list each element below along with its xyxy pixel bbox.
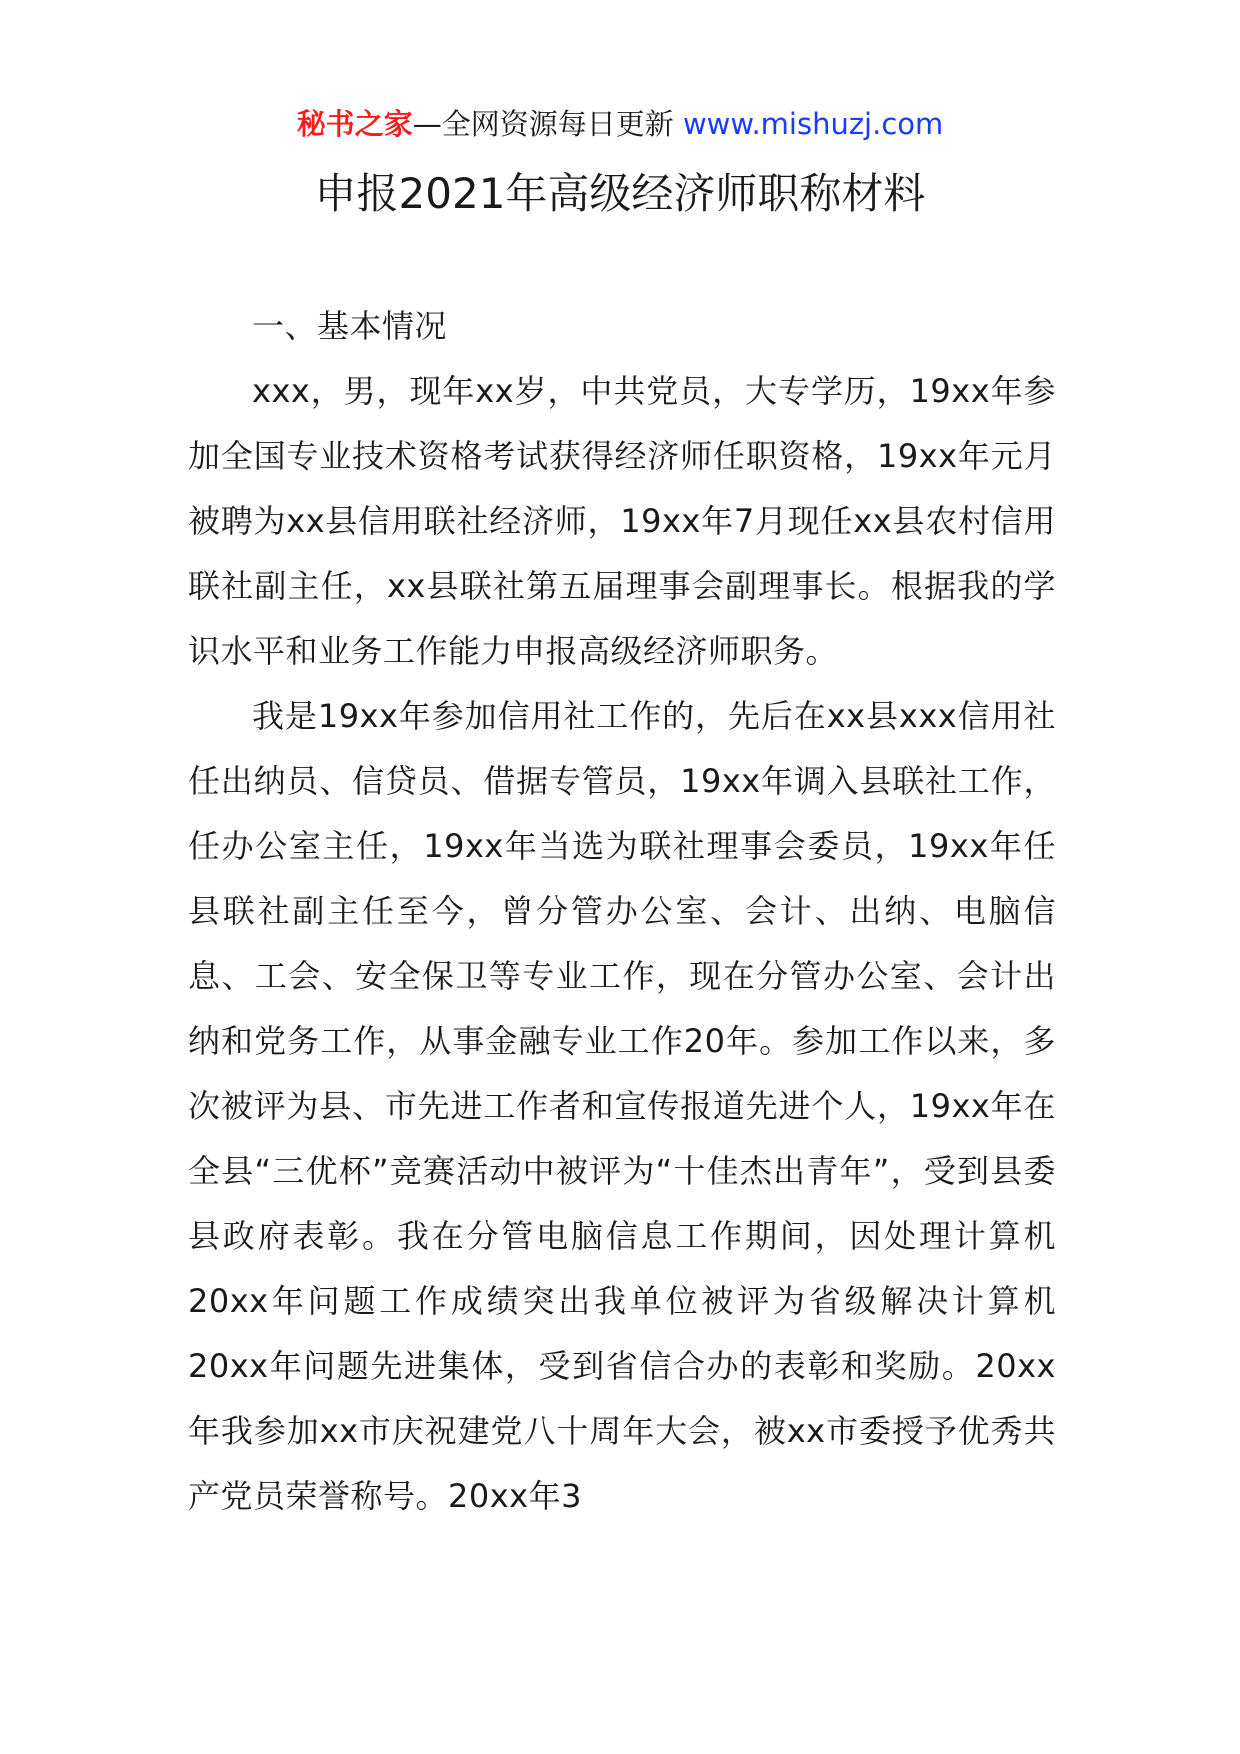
paragraph: 我是19xx年参加信用社工作的，先后在xx县xxx信用社任出纳员、信贷员、借据专管员，19xx年调入县联社工作，任办公室主任，19xx年当选为联社理事会委员，19xx年任县联社副主任至今，曾分管办公室、会计、出纳、电脑信息、工会、安全保卫等专业工作，现在分管办公室、会计出纳和党务工作，从事金融专业工作20年。参加工作以来，多次被评为县、市先进工作者和宣传报道先进个人，19xx年在全县“三优杯”竞赛活动中被评为“十佳杰出青年”，受到县委县政府表彰。我在分管电脑信息工作期间，因处理计算机20xx年问题工作成绩突出我单位被评为省级解决计算机20xx年问题先进集体，受到省信合办的表彰和奖励。20xx年我参加xx市庆祝建党八十周年大会，被xx市委授予优秀共产党员荣誉称号。20xx年3 [188, 697, 1056, 1515]
site-header [0, 104, 1240, 144]
section-heading: 一、基本情况 [252, 307, 448, 345]
header-tagline: —全网资源每日更新 [412, 107, 674, 141]
document-body [188, 294, 1056, 1529]
paragraph: xxx，男，现年xx岁，中共党员，大专学历，19xx年参加全国专业技术资格考试获得经济师任职资格，19xx年元月被聘为xx县信用联社经济师，19xx年7月现任xx县农村信用联社副主任，xx县联社第五届理事会副理事长。根据我的学识水平和业务工作能力申报高级经济师职务。 [188, 372, 1056, 670]
site-url-link[interactable]: www.mishuzj.com [682, 107, 944, 141]
brand-name: 秘书之家 [296, 107, 413, 141]
document-title: 申报2021年高级经济师职称材料 [314, 169, 926, 218]
